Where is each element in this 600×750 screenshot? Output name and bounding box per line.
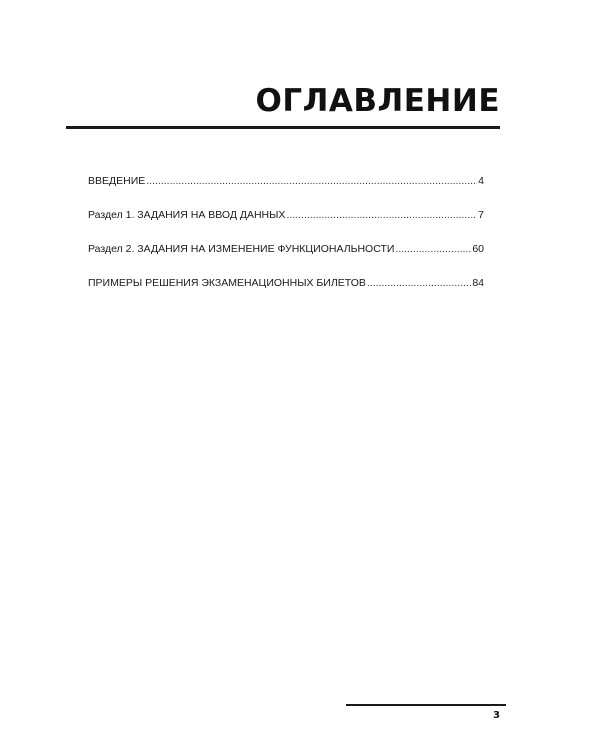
toc-entry-page: 84: [472, 277, 484, 289]
page-number: 3: [493, 710, 500, 721]
toc-leader-dots: [286, 208, 477, 222]
toc-entry-page: 60: [472, 243, 484, 255]
toc-entry-page: 4: [478, 175, 484, 187]
toc-entry-section-2[interactable]: [88, 242, 484, 276]
toc-entry-exam-examples[interactable]: [88, 276, 484, 310]
table-of-contents: [88, 174, 484, 310]
toc-entry-introduction[interactable]: [88, 174, 484, 208]
toc-leader-dots: [146, 174, 477, 188]
toc-leader-dots: [367, 276, 471, 290]
toc-entry-label: ВВЕДЕНИЕ: [88, 175, 146, 187]
footer-rule: [346, 704, 506, 706]
title-underline: [66, 126, 500, 129]
toc-entry-label: Раздел 2. ЗАДАНИЯ НА ИЗМЕНЕНИЕ ФУНКЦИОНАЛЬНОСТИ: [88, 243, 395, 255]
toc-leader-dots: [395, 242, 471, 256]
toc-entry-label: ПРИМЕРЫ РЕШЕНИЯ ЭКЗАМЕНАЦИОННЫХ БИЛЕТОВ: [88, 277, 366, 289]
toc-entry-page: 7: [478, 209, 484, 221]
page-title: ОГЛАВЛЕНИЕ: [255, 83, 500, 119]
toc-entry-label: Раздел 1. ЗАДАНИЯ НА ВВОД ДАННЫХ: [88, 209, 286, 221]
toc-entry-section-1[interactable]: [88, 208, 484, 242]
